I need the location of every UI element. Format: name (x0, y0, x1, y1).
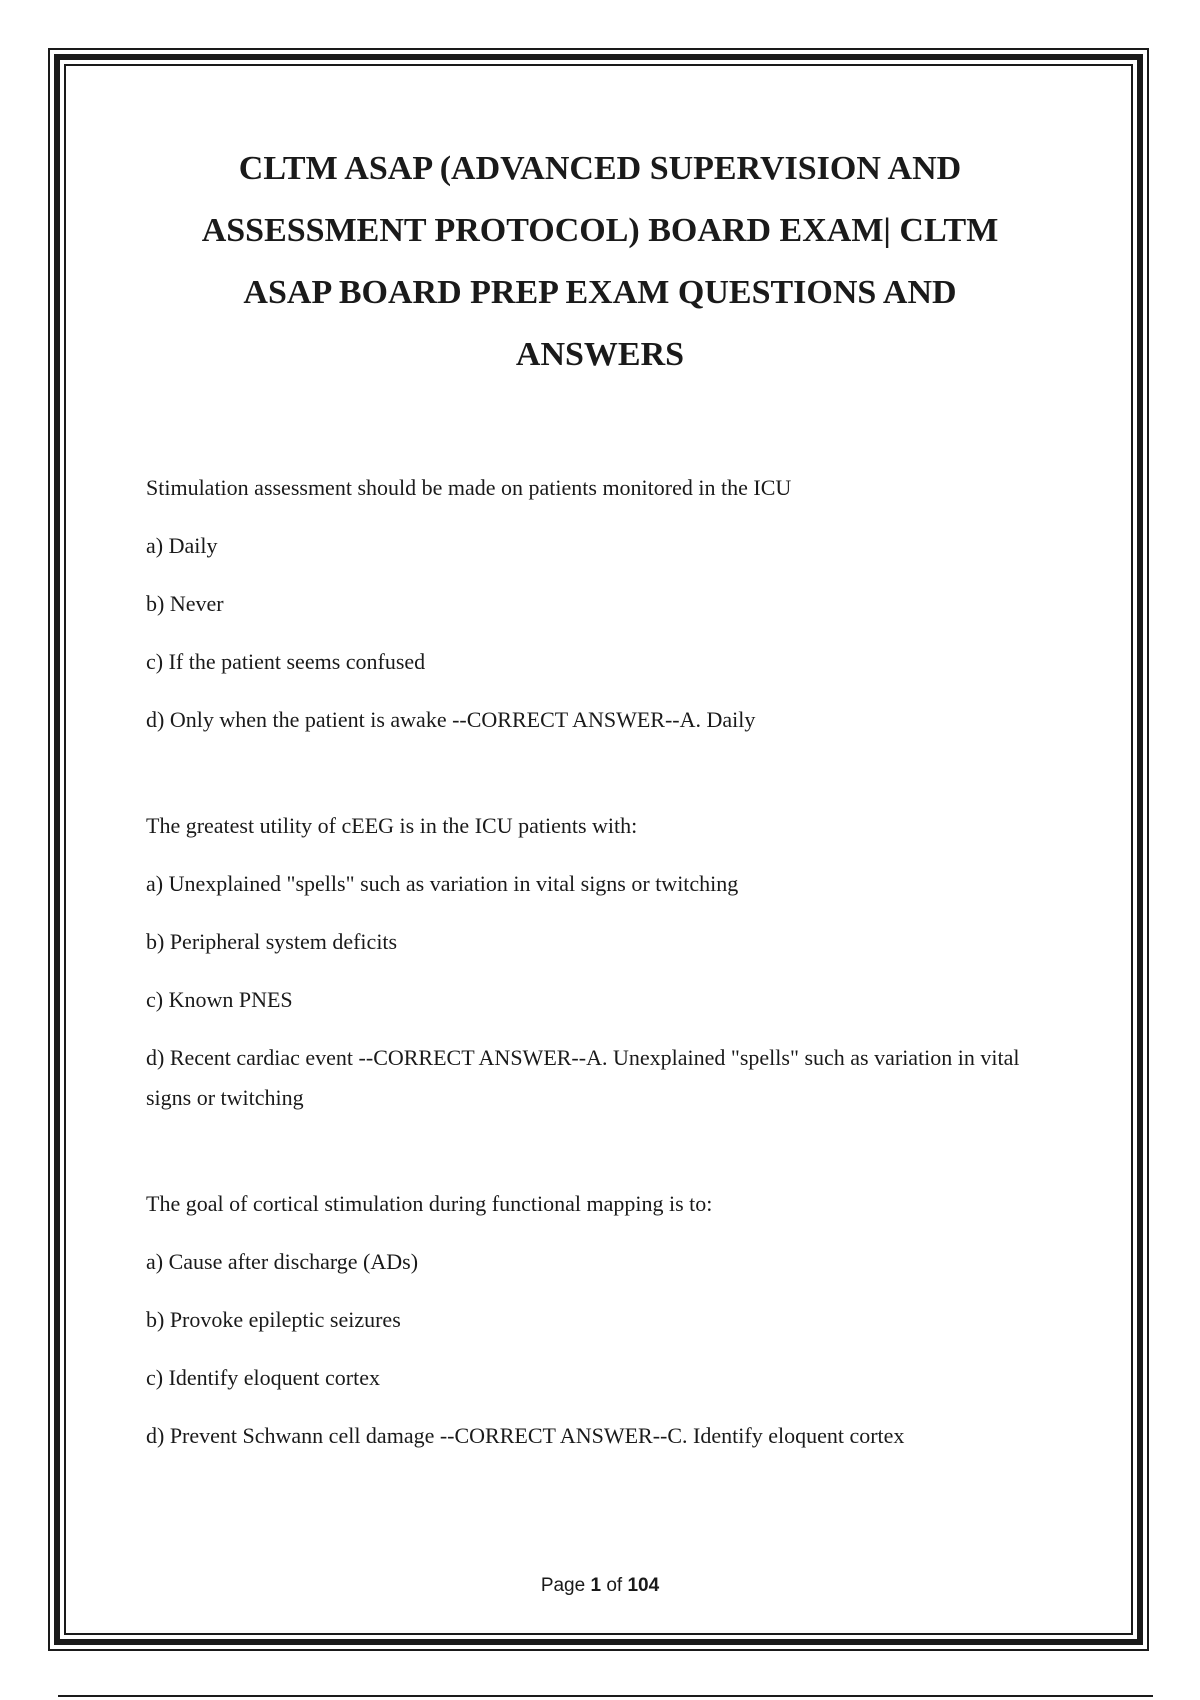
question-3-stem: The goal of cortical stimulation during functional mapping is to: (146, 1191, 713, 1216)
of-word: of (606, 1575, 623, 1596)
question-2-option-b: b) Peripheral system deficits (146, 929, 398, 954)
current-page-number: 1 (590, 1575, 602, 1596)
page-word: Page (540, 1575, 586, 1596)
question-2-stem: The greatest utility of cEEG is in the ICU patients with: (146, 813, 638, 838)
title-line-2: ASSESSMENT PROTOCOL) BOARD EXAM| CLTM (201, 212, 999, 249)
question-1 (146, 468, 1046, 740)
question-3-option-b: b) Provoke epileptic seizures (146, 1307, 401, 1332)
total-pages-number: 104 (627, 1575, 660, 1596)
question-2 (146, 806, 1046, 1118)
question-1-stem: Stimulation assessment should be made on patients monitored in the ICU (146, 475, 792, 500)
question-list (146, 468, 1046, 1522)
title-line-4: ANSWERS (515, 336, 685, 373)
page-number (0, 1575, 1200, 1597)
question-2-option-c: c) Known PNES (146, 987, 293, 1012)
next-page-top-rule (58, 1695, 1153, 1697)
question-1-option-b: b) Never (146, 591, 224, 616)
question-1-option-a: a) Daily (146, 533, 218, 558)
question-1-option-c: c) If the patient seems confused (146, 649, 426, 674)
title-line-3: ASAP BOARD PREP EXAM QUESTIONS AND (243, 274, 957, 311)
question-2-option-a: a) Unexplained "spells" such as variation in vital signs or twitching (146, 871, 739, 896)
question-3-option-d: d) Prevent Schwann cell damage --CORRECT ANSWER--C. Identify eloquent cortex (146, 1423, 905, 1448)
question-3-option-a: a) Cause after discharge (ADs) (146, 1249, 419, 1274)
question-3 (146, 1184, 1046, 1456)
question-3-option-c: c) Identify eloquent cortex (146, 1365, 380, 1390)
question-2-option-d: d) Recent cardiac event --CORRECT ANSWER--A. Unexplained "spells" such as variation in vital signs or twitching (146, 1045, 1020, 1110)
title-line-1: CLTM ASAP (ADVANCED SUPERVISION AND (238, 150, 962, 187)
question-1-option-d: d) Only when the patient is awake --CORRECT ANSWER--A. Daily (146, 707, 756, 732)
document-title (140, 138, 1060, 386)
